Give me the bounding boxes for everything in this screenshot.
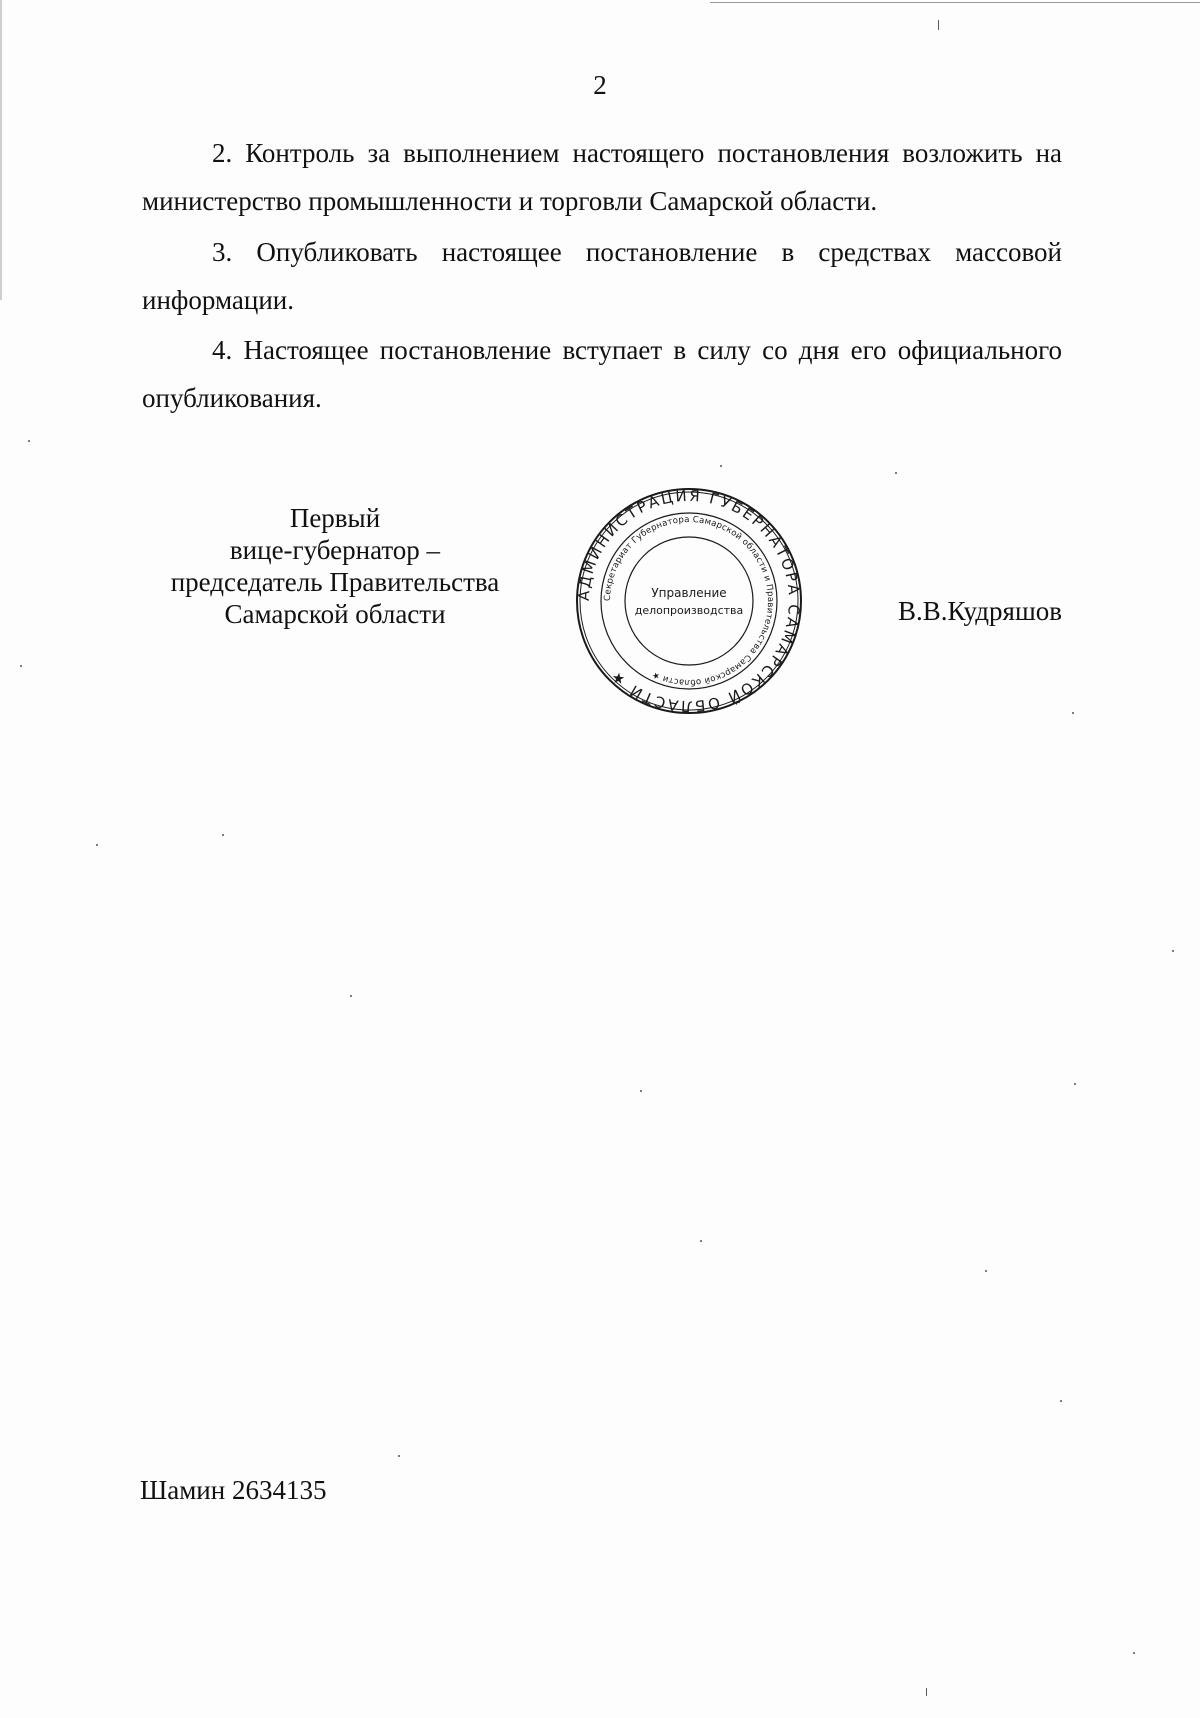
scan-speck [985,1270,987,1272]
signatory-title-line: председатель Правительства [170,567,500,597]
official-seal-stamp [574,486,804,716]
scan-speck [222,834,224,836]
signatory-title-line: Самарской области [224,599,446,629]
stamp-center-line: делопроизводства [634,604,744,617]
scan-speck [1072,712,1074,714]
paragraph-publish: 3. Опубликовать настоящее постановление в средствах массовой информации. [142,237,1062,315]
stamp-outer-ring-text: АДМИНИСТРАЦИЯ ГУБЕРНАТОРА САМАРСКОЙ ОБЛАСТИ ★ [574,486,804,716]
scan-speck [895,472,897,474]
signatory-title [150,502,520,630]
signatory-title-line: вице-губернатор – [229,535,441,565]
paragraph-control: 2. Контроль за выполнением настоящего постановления возложить на министерство промышленности и торговли Самарской области. [142,138,1062,216]
scan-speck [96,844,98,846]
stamp-inner-ring-text: Секретариат Губернатора Самарской области и Правительства Самарской области ★ [602,514,776,688]
scan-speck [1133,1652,1135,1654]
signatory-name: В.В.Кудряшов [898,596,1062,626]
scan-speck [926,1688,927,1696]
signatory-title-line: Первый [289,503,381,533]
scan-speck [350,995,352,997]
scan-speck [20,665,22,667]
scan-speck [640,1090,642,1092]
stamp-center-line: Управление [651,586,727,600]
scan-speck [720,465,722,467]
scan-top-rule [710,2,1200,3]
page-number: 2 [593,70,607,100]
paragraph-effective: 4. Настоящее постановление вступает в силу со дня его официального опубликования. [142,335,1062,413]
scan-left-edge [0,0,2,300]
scan-speck [28,440,30,442]
scan-speck [700,1240,702,1242]
executor-contact: Шамин 2634135 [140,1475,327,1505]
scan-speck [938,20,939,30]
scan-speck [1172,950,1174,952]
scan-speck [398,1455,400,1457]
scan-speck [1074,1083,1076,1085]
scan-speck [1060,1400,1062,1402]
